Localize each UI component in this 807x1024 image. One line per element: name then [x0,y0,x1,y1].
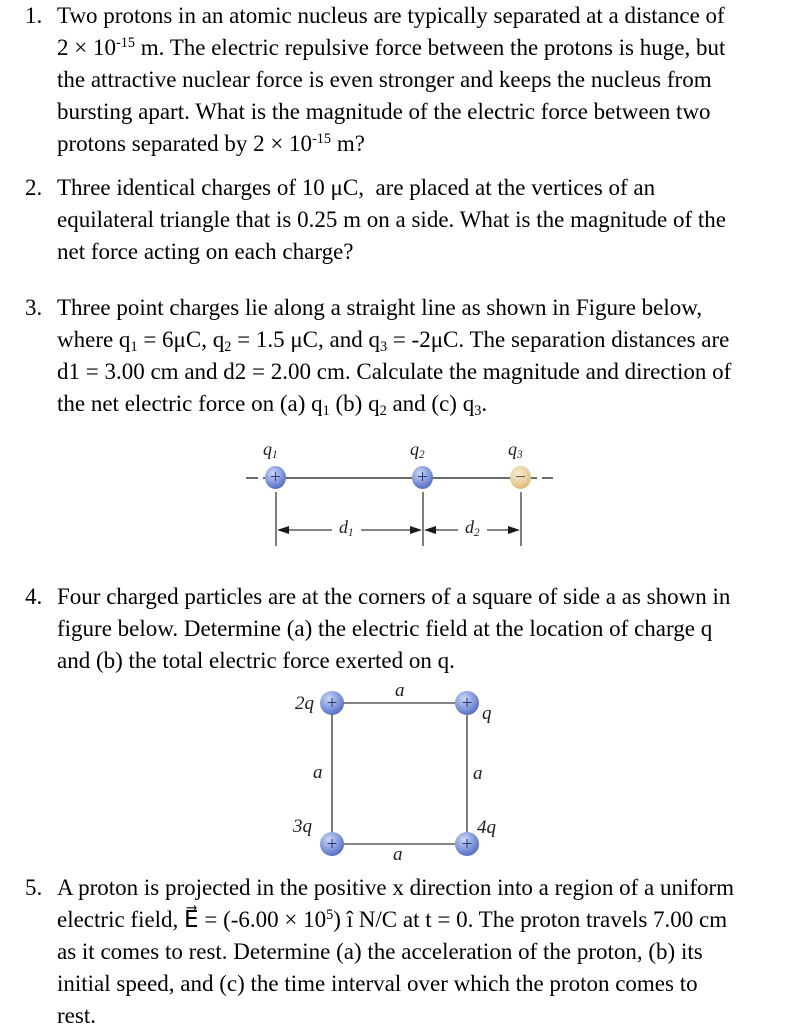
charge-q2-label: $q_2$ [410,439,425,462]
problem-text-line: the net electric force on (a) $q_1$ (b) $q_2$ and (c) $q_3$. [57,391,488,419]
problem-number: 5. [25,875,43,900]
problem-text [57,581,730,677]
problem-text [57,872,734,1024]
charge-q-sphere [455,691,479,715]
charge-2q-sphere [320,691,344,715]
problem-text [57,0,725,160]
problem-5 [25,872,734,1024]
plus-sign-icon: + [326,692,338,714]
charge-q1-sphere [265,466,286,489]
corner-3q-label: 3q [293,816,312,837]
problem-text-line: initial speed, and (c) the time interval over which the proton comes to [57,971,698,996]
distance-d1-label: $d_1$ [332,517,361,539]
problem-2 [25,172,726,268]
problem-4 [25,581,730,677]
charge-q2-sphere [412,466,433,489]
problem-text [57,172,726,268]
problem-text-line: Two protons in an atomic nucleus are typically separated at a distance of [57,3,725,28]
problem-number: 3. [25,295,43,320]
problem-text-line: Three point charges lie along a straight line as shown in Figure below, [57,295,703,320]
problem-text-line: bursting apart. What is the magnitude of the electric force between two [57,99,711,124]
problem-text-line: rest. [57,1003,96,1024]
figure4-square-outline [332,703,467,844]
problem-text-line: electric field, E⃗ = $(-6.00 \times 10^5)$ î N/C at t = 0. The proton travels 7.00 cm [57,907,728,932]
problem-text-line: equilateral triangle that is 0.25 m on a side. What is the magnitude of the [57,207,726,232]
problem-text-line: figure below. Determine (a) the electric field at the location of charge q [57,616,713,641]
side-a-left-label: a [313,762,323,783]
problem-text-line: $2 \times 10^{-15}$ m. The electric repulsive force between the protons is huge, but [57,35,726,60]
distance-d2-label: $d_2$ [458,517,487,539]
problem-text [57,292,731,420]
problem-number: 1. [25,3,43,28]
problem-text-line: A proton is projected in the positive x direction into a region of a uniform [57,875,735,900]
problem-text-line: Four charged particles are at the corners of a square of side a as shown in [57,584,731,609]
problem-text-line: net force acting on each charge? [57,239,354,264]
minus-sign-icon: − [515,467,526,488]
plus-sign-icon: + [417,467,428,488]
plus-sign-icon: + [461,833,473,855]
plus-sign-icon: + [461,692,473,714]
problem-number: 2. [25,175,43,200]
problem-3 [25,292,731,420]
problem-1 [25,0,725,160]
problem-text-line: d1 = 3.00 cm and d2 = 2.00 cm. Calculate the magnitude and direction of [57,359,732,384]
corner-4q-label: 4q [477,817,496,838]
charge-q3-label: $q_3$ [508,439,523,462]
problem-text-line: the attractive nuclear force is even stronger and keeps the nucleus from [57,67,712,92]
corner-2q-label: 2q [295,693,314,714]
side-a-top-label: a [395,680,405,701]
charge-q3-sphere [510,466,531,489]
corner-q-label: q [482,703,492,724]
side-a-right-label: a [473,763,483,784]
plus-sign-icon: + [326,833,338,855]
plus-sign-icon: + [270,467,281,488]
charge-4q-sphere [455,832,479,856]
problem-text-line: Three identical charges of 10 μC, are placed at the vertices of an [57,175,656,200]
problem-text-line: and (b) the total electric force exerted on q. [57,648,455,673]
side-a-bottom-label: a [393,844,403,865]
problem-text-line: protons separated by $2 \times 10^{-15}$ m? [57,131,365,156]
problem-text-line: where $q_1 = 6\mu C$, $q_2 = 1.5$ μC, and $q_3 = -2\mu C$. The separation distances are [57,327,730,355]
charge-3q-sphere [320,832,344,856]
problem-number: 4. [25,584,43,609]
problem-text-line: as it comes to rest. Determine (a) the acceleration of the proton, (b) its [57,939,703,964]
charge-q1-label: $q_1$ [263,439,278,462]
